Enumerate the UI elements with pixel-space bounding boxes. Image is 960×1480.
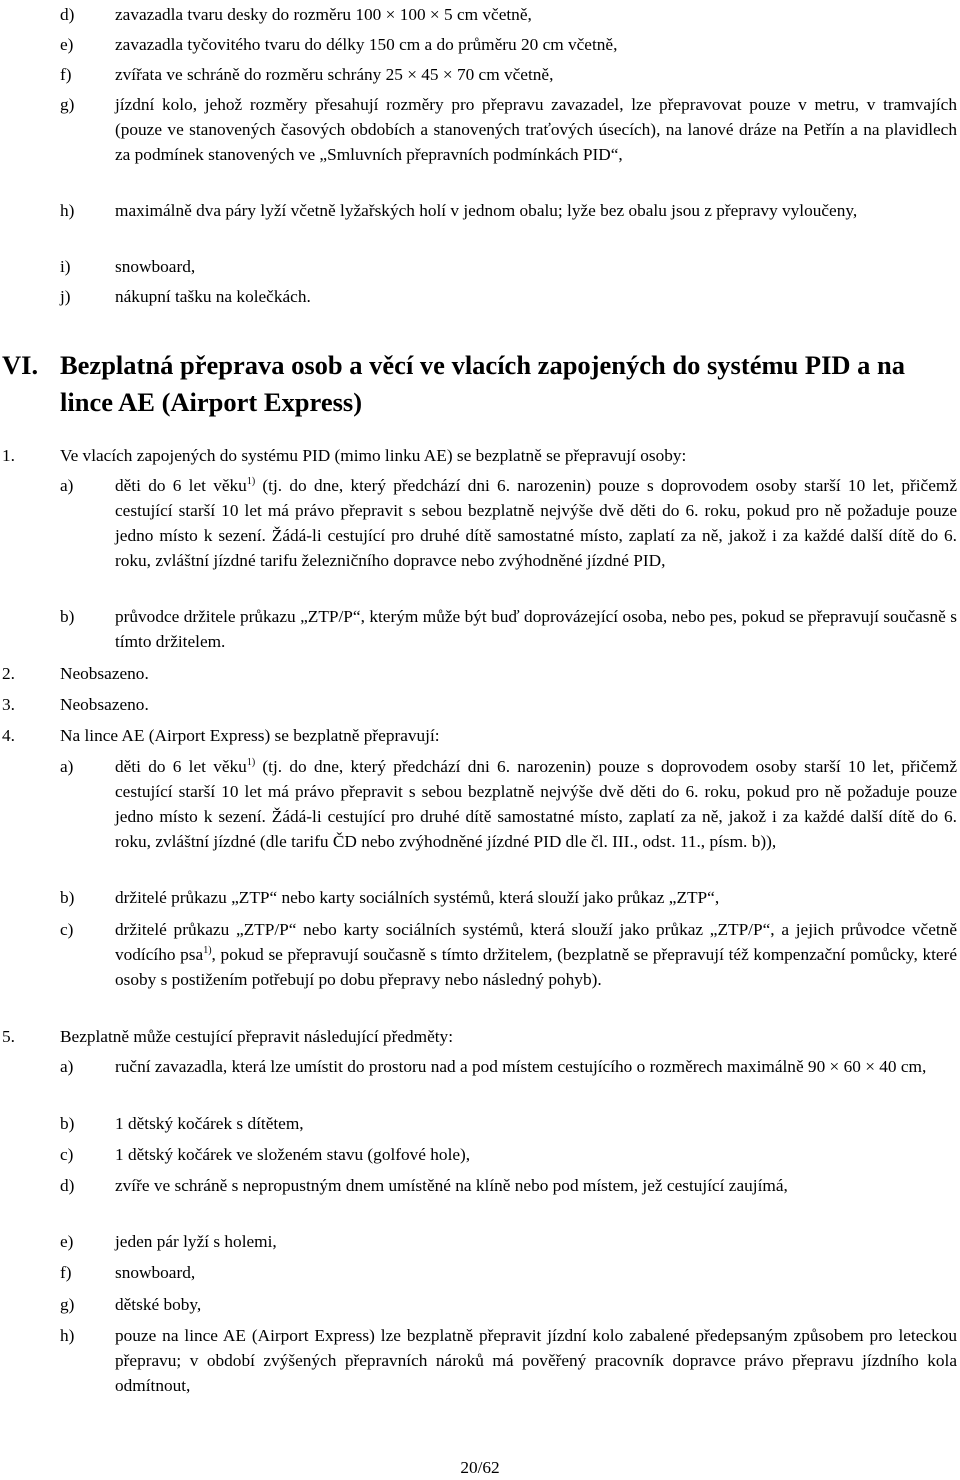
paragraph-number: 5. [2,1027,15,1046]
list-item-text: děti do 6 let věku$^{1)}$ (tj. do dne, který předchází dni 6. narozenin) pouze s doprovodem osoby starší 10 let, přičemž cestující starší 10 let má právo přepravit s sebou bezplatně nejvýše dvě děti do 6. roku, pokud pro ně požaduje pouze jedno místo k sezení. Žádá-li cestující pro druhé dítě samostatné místo, zaplatí za ně, jakož i za každé další dítě do 6. roku, zvláštní jízdné tarifu železničního dopravce nebo zvýhodněné jízdné PID, [115,476,958,570]
paragraph-text: Neobsazeno. [60,695,149,714]
list-item-label: d) [60,1176,75,1195]
page-number: 20/62 [460,1458,500,1477]
list-item-label: b) [60,607,75,626]
list-item-text: držitelé průkazu „ZTP“ nebo karty sociálních systémů, která slouží jako průkaz „ZTP“, [115,888,720,907]
list-item-label: i) [60,257,71,276]
heading-text: Bezplatná přeprava osob a věcí ve vlacích zapojených do systému PID a na lince AE (Airport Express) [60,350,906,417]
list-item-label: d) [60,5,75,24]
list-item-text: jízdní kolo, jehož rozměry přesahují rozměry pro přepravu zavazadel, lze přepravovat pouze v metru, v tramvajích (pouze ve stanovených časových obdobích a stanovených traťových úsecích), na lanové dráze na Petřín a na plavidlech za podmínek stanovených ve „Smluvních přepravních podmínkách PID“, [115,95,957,164]
list-item-label: a) [60,1057,74,1076]
paragraph-number: 3. [2,695,15,714]
list-item-text: zavazadla tyčovitého tvaru do délky 150 cm a do průměru 20 cm včetně, [115,35,618,54]
list-item-text: průvodce držitele průkazu „ZTP/P“, kterým může být buď doprovázející osoba, nebo pes, pokud se přepravují současně s tímto držitelem. [115,607,957,651]
list-item-label: f) [60,1263,72,1282]
list-item-label: b) [60,1114,75,1133]
list-item-text: zvířata ve schráně do rozměru schrány 25 × 45 × 70 cm včetně, [115,65,554,84]
paragraph-text: Na lince AE (Airport Express) se bezplatně přepravují: [60,726,440,745]
list-item-text: zvíře ve schráně s nepropustným dnem umístěné na klíně nebo pod místem, jež cestující zaujímá, [115,1176,788,1195]
list-item-text: jeden pár lyží s holemi, [115,1232,277,1251]
list-item-text: pouze na lince AE (Airport Express) lze bezplatně přepravit jízdní kolo zabalené předepsaným způsobem pro leteckou přepravu; v období zvýšených přepravních nároků má pověřený pracovník dopravce právo přepravu jízdního kola odmítnout, [115,1326,957,1395]
list-item-label: g) [60,1295,75,1314]
list-item-text: děti do 6 let věku$^{1)}$ (tj. do dne, který předchází dni 6. narozenin) pouze s doprovodem osoby starší 10 let, přičemž cestující starší 10 let má právo přepravit s sebou bezplatně nejvýše dvě děti do 6. roku, pokud pro ně požaduje pouze jedno místo k sezení. Žádá-li cestující pro druhé dítě samostatné místo, zaplatí za ně, jakož i za každé další dítě do 6. roku, zvláštní jízdné (dle tarifu ČD nebo zvýhodněné jízdné PID dle čl. III., odst. 11., písm. b)), [115,757,958,851]
list-item-label: e) [60,1232,74,1251]
list-item-text: zavazadla tvaru desky do rozměru 100 × 100 × 5 cm včetně, [115,5,532,24]
heading-number: VI. [2,350,39,380]
list-item-label: h) [60,1326,75,1345]
list-item-text: maximálně dva páry lyží včetně lyžařských holí v jednom obalu; lyže bez obalu jsou z přepravy vyloučeny, [115,201,858,220]
list-item-text: ruční zavazadla, která lze umístit do prostoru nad a pod místem cestujícího o rozměrech maximálně 90 × 60 × 40 cm, [115,1057,927,1076]
footnote-ref: 1) [246,757,256,768]
list-item-label: a) [60,757,74,776]
list-item-text: snowboard, [115,257,196,276]
list-item-text: držitelé průkazu „ZTP/P“ nebo karty sociálních systémů, která slouží jako průkaz „ZTP/P“, a jejich průvodce včetně vodícího psa$^{1)}$, pokud se přepravují současně s tímto držitelem, (bezplatně se přepravují též kompenzační pomůcky, které osoby s postižením potřebují po dobu přepravy nebo následný pohyb). [115,920,957,989]
list-item-label: g) [60,95,75,114]
list-item-label: b) [60,888,75,907]
list-item-text: 1 dětský kočárek s dítětem, [115,1114,304,1133]
list-item-label: c) [60,920,74,939]
list-item-label: j) [60,287,71,306]
paragraph-number: 1. [2,446,15,465]
list-item-label: h) [60,201,75,220]
paragraph-number: 4. [2,726,15,745]
list-item-label: a) [60,476,74,495]
paragraph-number: 2. [2,664,15,683]
footnote-ref: 1) [203,945,212,956]
list-item-text: snowboard, [115,1263,196,1282]
list-item-text: 1 dětský kočárek ve složeném stavu (golfové hole), [115,1145,471,1164]
paragraph-text: Neobsazeno. [60,664,149,683]
list-item-text: dětské boby, [115,1295,202,1314]
footnote-ref: 1) [246,476,256,487]
list-item-label: e) [60,35,74,54]
list-item-text: nákupní tašku na kolečkách. [115,287,311,306]
list-item-label: f) [60,65,72,84]
paragraph-text: Ve vlacích zapojených do systému PID (mimo linku AE) se bezplatně se přepravují osoby: [60,446,687,465]
list-item-label: c) [60,1145,74,1164]
paragraph-text: Bezplatně může cestující přepravit následující předměty: [60,1027,453,1046]
